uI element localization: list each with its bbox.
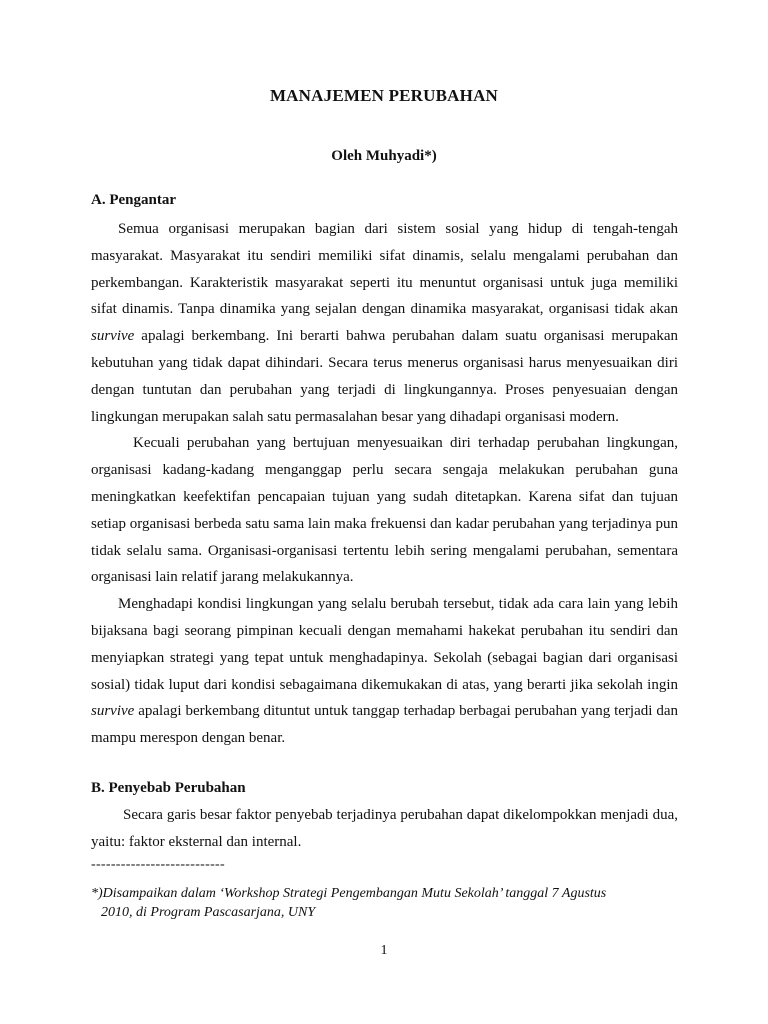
footnote-line-1: *)Disampaikan dalam ‘Workshop Strategi Pengembangan Mutu Sekolah’ tanggal 7 Agustus	[91, 886, 607, 901]
footnote	[91, 884, 671, 922]
paragraph-a1-part1: Semua organisasi merupakan bagian dari sistem sosial yang hidup di tengah-tengah masyarakat. Masyarakat itu sendiri memiliki sifat dinamis, selalu mengalami perubahan dan perkembangan. Karakteristik masyarakat seperti itu menuntut organisasi untuk juga memiliki sifat dinamis. Tanpa dinamika yang sejalan dengan dinamika masyarakat, organisasi tidak akan	[91, 221, 678, 318]
paragraph-a1	[91, 216, 678, 430]
paragraph-a3-emphasis: survive	[91, 703, 135, 720]
section-a-body	[91, 216, 678, 752]
paragraph-b1: Secara garis besar faktor penyebab terjadinya perubahan dapat dikelompokkan menjadi dua, yaitu: faktor eksternal dan internal.	[91, 807, 678, 850]
document-title: MANAJEMEN PERUBAHAN	[269, 86, 499, 105]
section-b-body	[91, 802, 678, 856]
author-line: Oleh Muhyadi*)	[331, 148, 437, 164]
paragraph-a1-emphasis: survive	[91, 328, 135, 345]
footnote-separator: ---------------------------	[91, 857, 225, 872]
section-b-heading: B. Penyebab Perubahan	[91, 780, 246, 796]
footnote-line-2: 2010, di Program Pascasarjana, UNY	[101, 905, 316, 920]
paragraph-a3-part1: Menghadapi kondisi lingkungan yang selalu berubah tersebut, tidak ada cara lain yang lebih bijaksana bagi seorang pimpinan kecuali dengan memahami hakekat perubahan itu sendiri dan menyiapkan strategi yang tepat untuk menghadapinya. Sekolah (sebagai bagian dari organisasi sosial) tidak luput dari kondisi sebagaimana dikemukakan di atas, yang berarti jika sekolah ingin	[91, 596, 678, 693]
paragraph-a1-part2: apalagi berkembang. Ini berarti bahwa perubahan dalam suatu organisasi merupakan kebutuhan yang tidak dapat dihindari. Secara terus menerus organisasi harus menyesuaikan diri dengan tuntutan dan perubahan yang terjadi di lingkungannya. Proses penyesuaian dengan lingkungan merupakan salah satu permasalahan besar yang dihadapi organisasi modern.	[91, 328, 678, 425]
paragraph-a3-part2: apalagi berkembang dituntut untuk tanggap terhadap berbagai perubahan yang terjadi dan mampu merespon dengan benar.	[91, 703, 678, 747]
section-a-heading: A. Pengantar	[91, 192, 176, 208]
page-number: 1	[380, 943, 388, 958]
paragraph-a2: Kecuali perubahan yang bertujuan menyesuaikan diri terhadap perubahan lingkungan, organisasi kadang-kadang menganggap perlu secara sengaja melakukan perubahan guna meningkatkan keefektifan pencapaian tujuan yang sudah ditetapkan. Karena sifat dan tujuan setiap organisasi berbeda satu sama lain maka frekuensi dan kadar perubahan yang terjadinya pun tidak selalu sama. Organisasi-organisasi tertentu lebih sering mengalami perubahan, sementara organisasi lain relatif jarang melakukannya.	[91, 435, 678, 586]
paragraph-a3	[91, 591, 678, 752]
